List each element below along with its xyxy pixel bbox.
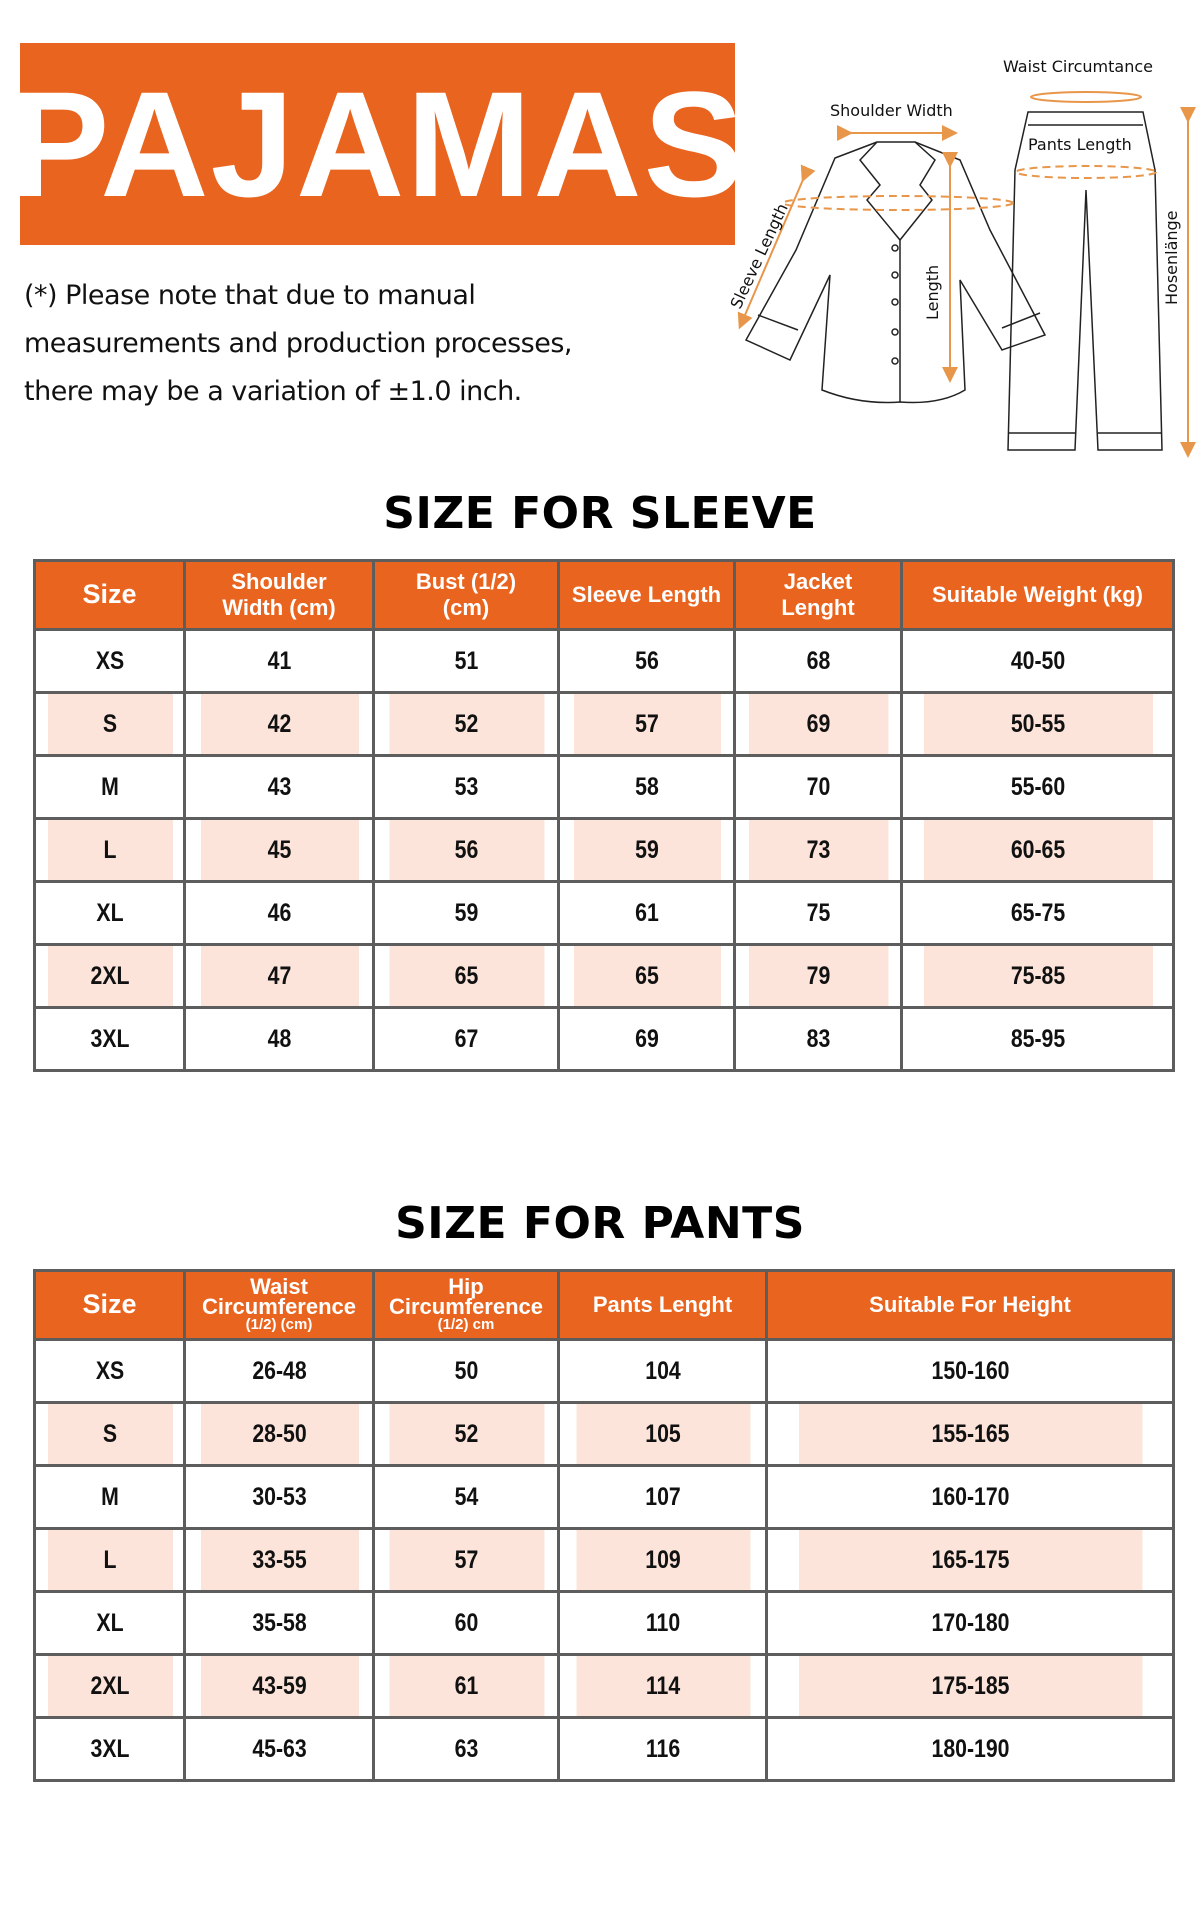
pajama-measurement-diagram [710, 50, 1200, 470]
value-cell: 57 [387, 1529, 544, 1592]
column-header-text: Suitable Weight (kg) [931, 582, 1144, 607]
pants-size-table [33, 1269, 1175, 1782]
value-cell: 58 [572, 756, 722, 819]
column-header-text: Suitable For Height [869, 1292, 1071, 1317]
value-cell: 150-160 [797, 1340, 1143, 1403]
value-cell: 43-59 [199, 1655, 360, 1718]
value-cell: 43 [199, 756, 360, 819]
value-cell: 48 [199, 1008, 360, 1071]
pants-section-title: SIZE FOR PANTS [395, 1198, 805, 1249]
sleeve-section-title: SIZE FOR SLEEVE [383, 488, 817, 539]
size-cell: L [46, 819, 174, 882]
value-cell: 28-50 [199, 1403, 360, 1466]
value-cell: 165-175 [797, 1529, 1143, 1592]
value-cell: 65 [387, 945, 544, 1008]
table-header-row [35, 1271, 1174, 1340]
value-cell: 59 [572, 819, 722, 882]
column-header-text: Pants Lenght [592, 1292, 733, 1317]
column-header-text: Lenght [781, 595, 855, 620]
table-row [35, 819, 1174, 882]
column-header [374, 561, 559, 630]
value-cell: 61 [572, 882, 722, 945]
waist-label: Waist Circumtance [1003, 57, 1153, 76]
value-cell: 79 [747, 945, 889, 1008]
value-cell: 109 [574, 1529, 751, 1592]
value-cell: 26-48 [199, 1340, 360, 1403]
table-row [35, 882, 1174, 945]
table-header-row [35, 561, 1174, 630]
value-cell: 65 [572, 945, 722, 1008]
column-header [35, 561, 185, 630]
value-cell: 47 [199, 945, 360, 1008]
column-header [374, 1271, 559, 1340]
value-cell: 56 [387, 819, 544, 882]
value-cell: 46 [199, 882, 360, 945]
table-row [35, 693, 1174, 756]
value-cell: 75 [747, 882, 889, 945]
page-title: PAJAMAS [9, 60, 746, 228]
value-cell: 52 [387, 693, 544, 756]
size-cell: 3XL [46, 1718, 174, 1781]
column-header-text: (cm) [442, 595, 490, 620]
pants-illustration [1008, 112, 1162, 450]
column-header-text: Circumference [201, 1294, 357, 1319]
value-cell: 54 [387, 1466, 544, 1529]
size-cell: XS [46, 1340, 174, 1403]
table-row [35, 1008, 1174, 1071]
column-header [35, 1271, 185, 1340]
measurement-note [24, 272, 704, 416]
value-cell: 42 [199, 693, 360, 756]
column-header-text: (1/2) cm [437, 1316, 495, 1333]
value-cell: 85-95 [922, 1008, 1153, 1071]
value-cell: 73 [747, 819, 889, 882]
table-row [35, 945, 1174, 1008]
value-cell: 170-180 [797, 1592, 1143, 1655]
table-row [35, 630, 1174, 693]
value-cell: 55-60 [922, 756, 1153, 819]
column-header [559, 1271, 767, 1340]
note-line: measurements and production processes, [24, 328, 572, 359]
size-cell: 2XL [46, 1655, 174, 1718]
column-header [767, 1271, 1174, 1340]
value-cell: 63 [387, 1718, 544, 1781]
column-header-text: Jacket [783, 569, 853, 594]
value-cell: 69 [747, 693, 889, 756]
value-cell: 45 [199, 819, 360, 882]
table-row [35, 1340, 1174, 1403]
value-cell: 110 [574, 1592, 751, 1655]
size-cell: XL [46, 882, 174, 945]
value-cell: 160-170 [797, 1466, 1143, 1529]
size-cell: S [46, 693, 174, 756]
column-header [735, 561, 902, 630]
value-cell: 60-65 [922, 819, 1153, 882]
value-cell: 41 [199, 630, 360, 693]
value-cell: 104 [574, 1340, 751, 1403]
shoulder-label: Shoulder Width [830, 101, 953, 120]
table-row [35, 1592, 1174, 1655]
value-cell: 50-55 [922, 693, 1153, 756]
value-cell: 155-165 [797, 1403, 1143, 1466]
value-cell: 30-53 [199, 1466, 360, 1529]
value-cell: 50 [387, 1340, 544, 1403]
title-banner [9, 43, 746, 245]
value-cell: 107 [574, 1466, 751, 1529]
column-header [185, 561, 374, 630]
column-header-text: Sleeve Length [571, 582, 722, 607]
value-cell: 175-185 [797, 1655, 1143, 1718]
column-header-text: Width (cm) [222, 595, 336, 620]
column-header-text: (1/2) (cm) [245, 1316, 313, 1333]
value-cell: 53 [387, 756, 544, 819]
size-cell: 2XL [46, 945, 174, 1008]
table-row [35, 1529, 1174, 1592]
note-line: (*) Please note that due to manual [24, 280, 476, 311]
size-cell: XS [46, 630, 174, 693]
column-header [902, 561, 1174, 630]
column-header-text: Shoulder [231, 569, 327, 594]
column-header-text: Waist [250, 1274, 308, 1299]
value-cell: 60 [387, 1592, 544, 1655]
column-header [559, 561, 735, 630]
size-cell: L [46, 1529, 174, 1592]
table-row [35, 1466, 1174, 1529]
value-cell: 69 [572, 1008, 722, 1071]
value-cell: 33-55 [199, 1529, 360, 1592]
table-row [35, 1403, 1174, 1466]
value-cell: 56 [572, 630, 722, 693]
value-cell: 70 [747, 756, 889, 819]
note-line: there may be a variation of ±1.0 inch. [24, 376, 522, 407]
table-row [35, 1718, 1174, 1781]
column-header [185, 1271, 374, 1340]
value-cell: 180-190 [797, 1718, 1143, 1781]
size-cell: XL [46, 1592, 174, 1655]
value-cell: 75-85 [922, 945, 1153, 1008]
sleeve-label: Sleeve Length [726, 200, 792, 312]
column-header-text: Size [82, 579, 137, 609]
length-label: Length [923, 264, 942, 320]
value-cell: 61 [387, 1655, 544, 1718]
value-cell: 68 [747, 630, 889, 693]
table-row [35, 756, 1174, 819]
value-cell: 116 [574, 1718, 751, 1781]
column-header-text: Circumference [388, 1294, 544, 1319]
value-cell: 67 [387, 1008, 544, 1071]
value-cell: 65-75 [922, 882, 1153, 945]
column-header-text: Hip [448, 1274, 484, 1299]
value-cell: 45-63 [199, 1718, 360, 1781]
size-cell: M [46, 756, 174, 819]
value-cell: 51 [387, 630, 544, 693]
value-cell: 114 [574, 1655, 751, 1718]
hosenlange-label: Hosenlänge [1162, 210, 1181, 305]
column-header-text: Size [82, 1289, 137, 1319]
pants-length-label: Pants Length [1028, 135, 1132, 154]
value-cell: 105 [574, 1403, 751, 1466]
value-cell: 40-50 [922, 630, 1153, 693]
value-cell: 57 [572, 693, 722, 756]
value-cell: 59 [387, 882, 544, 945]
size-cell: M [46, 1466, 174, 1529]
size-cell: 3XL [46, 1008, 174, 1071]
value-cell: 52 [387, 1403, 544, 1466]
value-cell: 35-58 [199, 1592, 360, 1655]
shirt-illustration [746, 142, 1045, 403]
table-row [35, 1655, 1174, 1718]
sleeve-size-table [33, 559, 1175, 1072]
size-cell: S [46, 1403, 174, 1466]
column-header-text: Bust (1/2) [415, 569, 517, 594]
value-cell: 83 [747, 1008, 889, 1071]
